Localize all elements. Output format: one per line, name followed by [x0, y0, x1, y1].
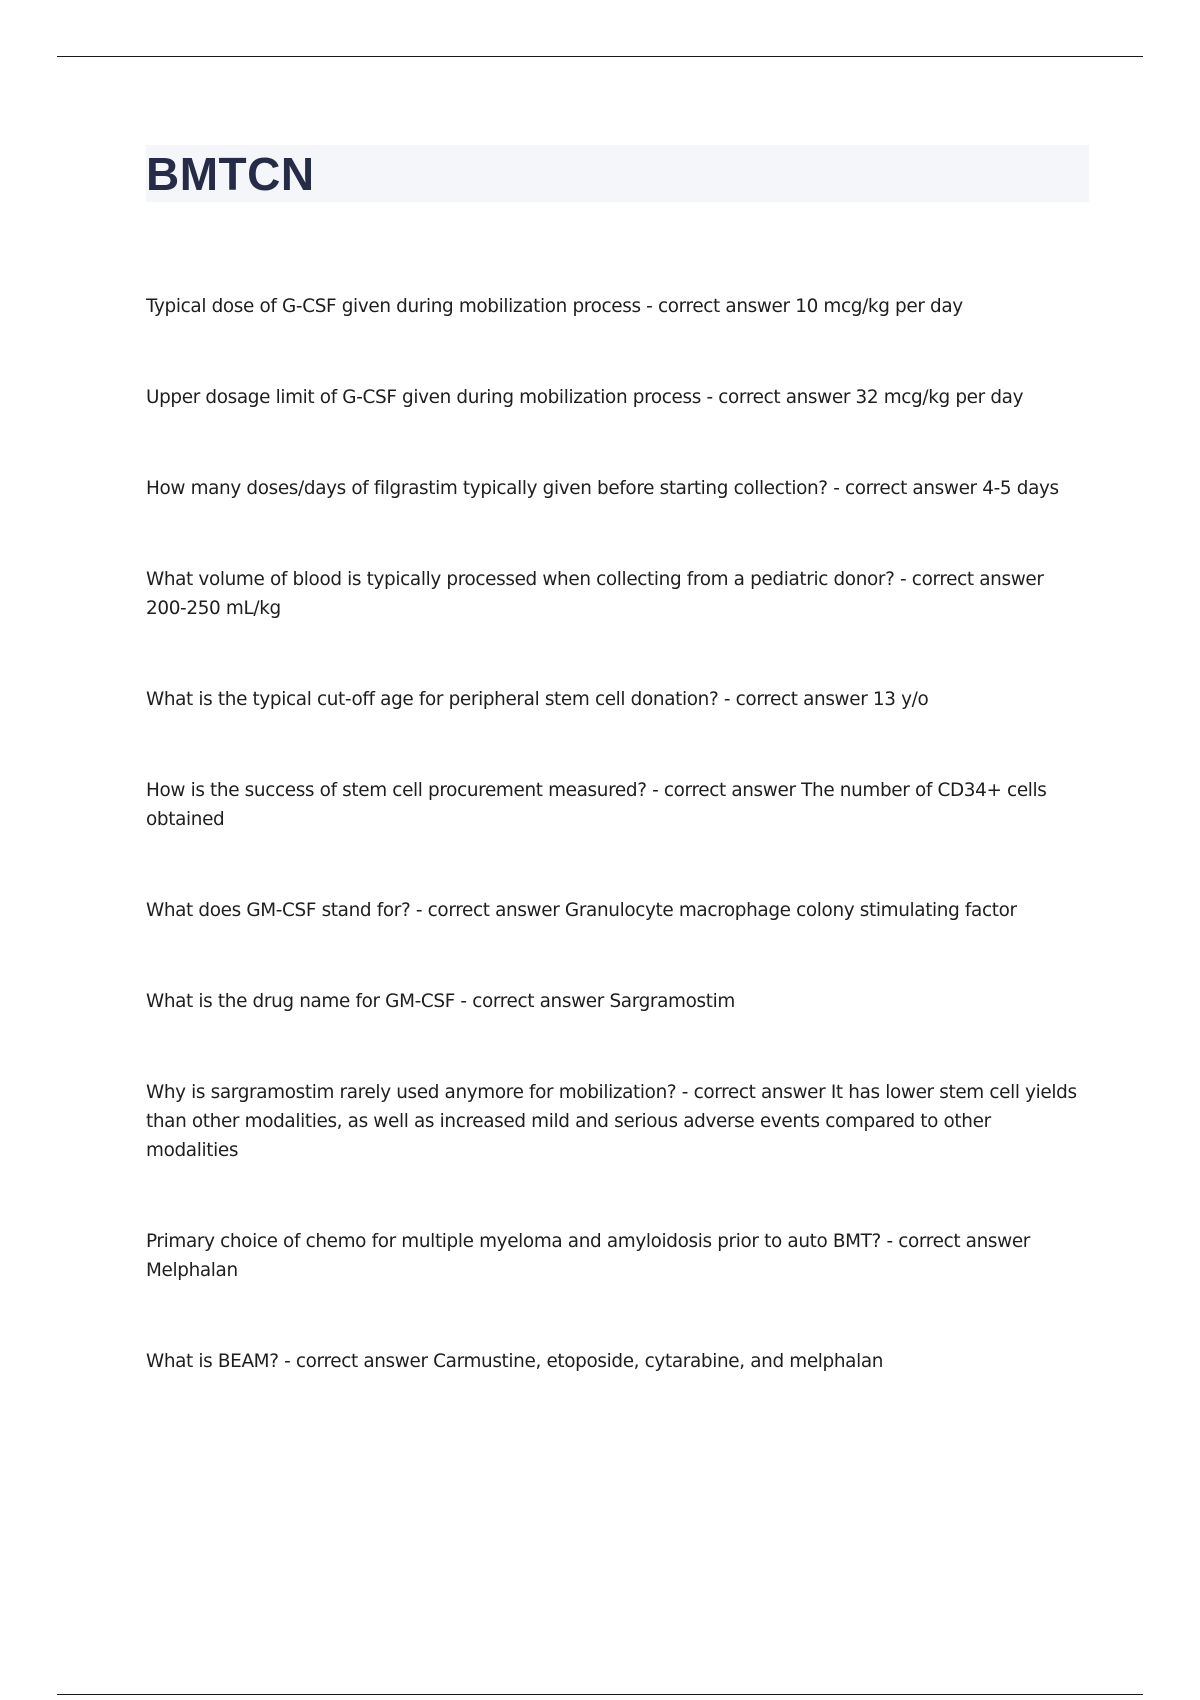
- qa-item: [146, 1347, 1086, 1376]
- question-text: What is the drug name for GM-CSF: [146, 991, 455, 1012]
- answer-separator: - correct answer: [646, 780, 802, 801]
- question-text: What is BEAM?: [146, 1351, 279, 1372]
- bottom-rule: [57, 1694, 1143, 1695]
- qa-item: [146, 565, 1086, 623]
- answer-separator: - correct answer: [880, 1231, 1031, 1252]
- answer-text: Granulocyte macrophage colony stimulating factor: [564, 900, 1017, 921]
- question-text: How many doses/days of filgrastim typically given before starting collection?: [146, 478, 828, 499]
- answer-separator: - correct answer: [278, 1351, 434, 1372]
- qa-item: [146, 474, 1086, 503]
- question-text: What is the typical cut-off age for peripheral stem cell donation?: [146, 689, 719, 710]
- question-text: Why is sargramostim rarely used anymore for mobilization?: [146, 1082, 677, 1103]
- question-text: What does GM-CSF stand for?: [146, 900, 411, 921]
- question-text: Primary choice of chemo for multiple myeloma and amyloidosis prior to auto BMT?: [146, 1231, 881, 1252]
- qa-item: [146, 776, 1086, 834]
- answer-separator: - correct answer: [640, 296, 796, 317]
- answer-text: 13 y/o: [872, 689, 929, 710]
- question-text: What volume of blood is typically processed when collecting from a pediatric donor?: [146, 569, 895, 590]
- qa-item: [146, 1078, 1086, 1165]
- qa-item: [146, 896, 1086, 925]
- answer-text: Carmustine, etoposide, cytarabine, and melphalan: [433, 1351, 884, 1372]
- top-rule: [57, 56, 1143, 57]
- question-text: Typical dose of G-CSF given during mobilization process: [146, 296, 641, 317]
- question-text: How is the success of stem cell procurement measured?: [146, 780, 647, 801]
- answer-separator: - correct answer: [676, 1082, 831, 1103]
- document-title: BMTCN: [146, 147, 315, 200]
- answer-text: 4-5 days: [982, 478, 1059, 499]
- answer-text: Sargramostim: [609, 991, 735, 1012]
- answer-separator: - correct answer: [827, 478, 983, 499]
- answer-text: The number of CD34+ cells obtained: [146, 780, 1047, 830]
- answer-text: 32 mcg/kg per day: [855, 387, 1024, 408]
- qa-item: [146, 383, 1086, 412]
- qa-list: [146, 292, 1086, 1438]
- answer-text: 10 mcg/kg per day: [795, 296, 963, 317]
- qa-item: [146, 292, 1086, 321]
- answer-text: Melphalan: [146, 1260, 238, 1281]
- question-text: Upper dosage limit of G-CSF given during mobilization process: [146, 387, 701, 408]
- answer-separator: - correct answer: [894, 569, 1044, 590]
- answer-text: It has lower stem cell yields than other modalities, as well as increased mild and serious adverse events compared to other modalities: [146, 1082, 1077, 1161]
- title-band: [146, 145, 1089, 202]
- answer-separator: - correct answer: [454, 991, 610, 1012]
- qa-item: [146, 987, 1086, 1016]
- qa-item: [146, 685, 1086, 714]
- answer-text: 200-250 mL/kg: [146, 598, 281, 619]
- qa-item: [146, 1227, 1086, 1285]
- answer-separator: - correct answer: [410, 900, 565, 921]
- answer-separator: - correct answer: [700, 387, 856, 408]
- answer-separator: - correct answer: [718, 689, 873, 710]
